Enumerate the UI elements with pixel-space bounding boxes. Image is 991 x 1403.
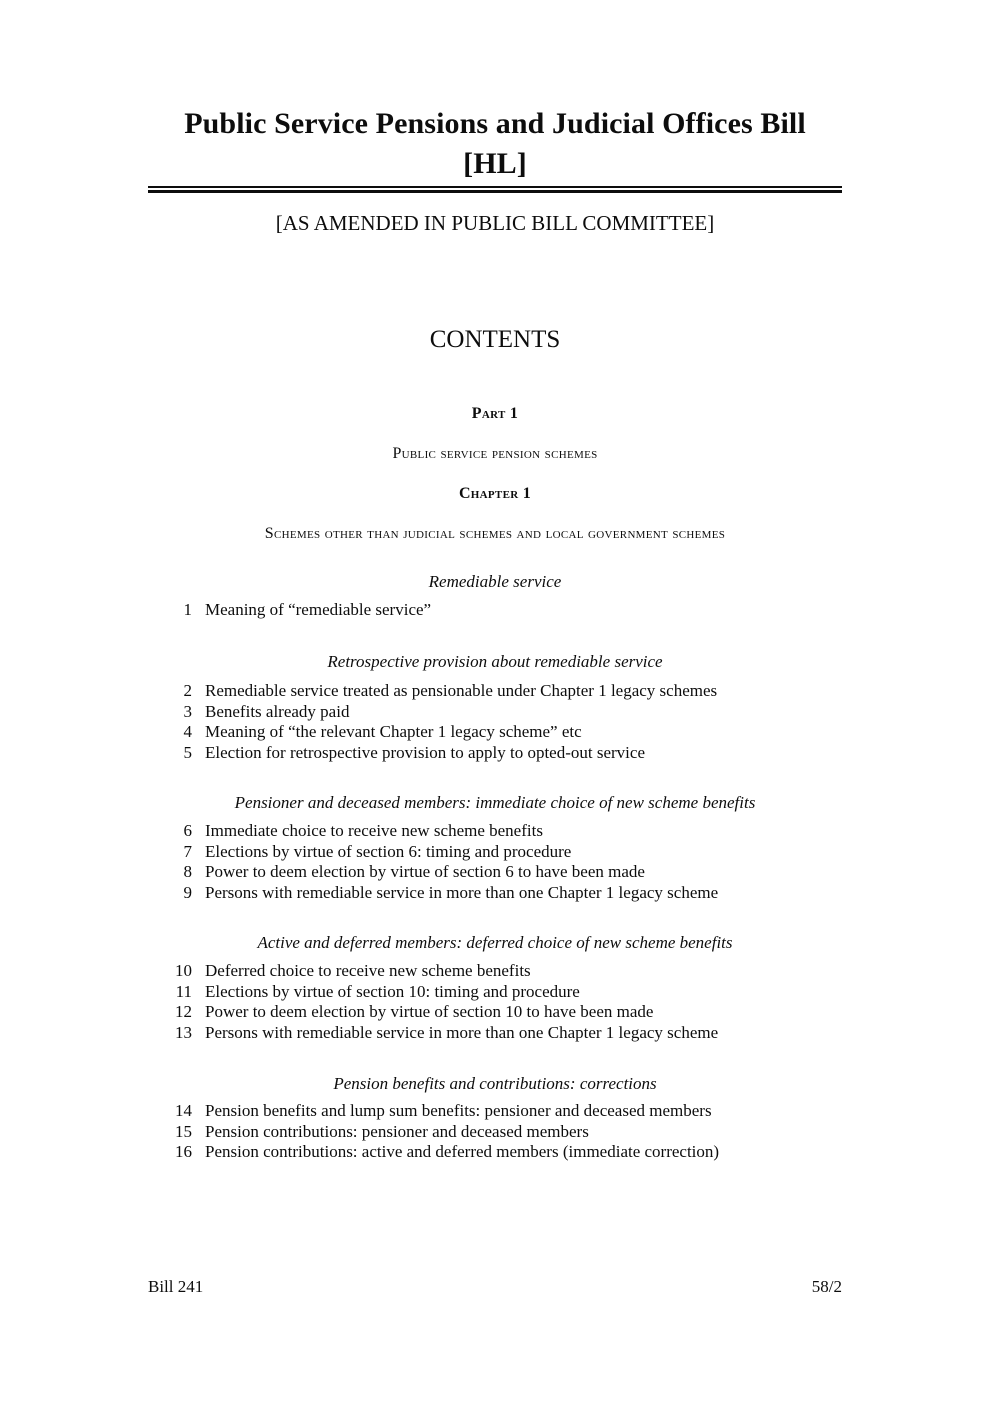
entry-number: 2: [183, 681, 192, 700]
entry-number: 7: [183, 841, 192, 861]
contents-entry-group: [148, 681, 842, 763]
entry-label: Benefits already paid: [205, 701, 350, 721]
entry-number: 15: [175, 1121, 192, 1141]
entry-number: 9: [183, 882, 192, 902]
contents-entry[interactable]: [148, 681, 842, 702]
entry-label: Power to deem election by virtue of section 6 to have been made: [205, 862, 645, 882]
amendment-status: [AS AMENDED IN PUBLIC BILL COMMITTEE]: [275, 211, 715, 235]
section-cross-heading: Pensioner and deceased members: immediate choice of new scheme benefits: [234, 793, 756, 812]
entry-label: Persons with remediable service in more than one Chapter 1 legacy scheme: [205, 1022, 719, 1042]
contents-entry-group: [148, 1101, 842, 1163]
entry-label: Pension benefits and lump sum benefits: pensioner and deceased members: [205, 1101, 712, 1120]
entry-number: 11: [175, 981, 192, 1001]
contents-entry[interactable]: [148, 961, 842, 982]
contents-entry-group: [148, 961, 842, 1043]
section-cross-heading: Retrospective provision about remediable service: [327, 652, 663, 671]
entry-label: Persons with remediable service in more than one Chapter 1 legacy scheme: [205, 882, 719, 902]
page-footer: [148, 1276, 842, 1298]
entry-label: Elections by virtue of section 6: timing and procedure: [205, 841, 572, 861]
entry-label: Meaning of “remediable service”: [205, 600, 432, 619]
entry-label: Power to deem election by virtue of section 10 to have been made: [205, 1002, 654, 1022]
page-title-line-1: Public Service Pensions and Judicial Offices Bill: [184, 107, 806, 140]
section-cross-heading: Remediable service: [428, 572, 562, 591]
page-title: [148, 104, 842, 184]
entry-number: 16: [175, 1142, 192, 1162]
contents-entry[interactable]: [148, 1101, 842, 1122]
entry-label: Immediate choice to receive new scheme benefits: [205, 821, 543, 840]
entry-label: Pension contributions: active and deferred members (immediate correction): [205, 1142, 720, 1162]
section-cross-heading: Pension benefits and contributions: corrections: [333, 1074, 657, 1093]
entry-number: 5: [183, 742, 192, 762]
bill-number: Bill 241: [148, 1277, 204, 1296]
page-title-line-2: [HL]: [463, 147, 527, 180]
entry-number: 13: [175, 1022, 192, 1042]
entry-number: 10: [175, 961, 192, 980]
contents-entry[interactable]: [148, 1142, 842, 1163]
contents-entry[interactable]: [148, 600, 842, 621]
contents-entry[interactable]: [148, 1122, 842, 1143]
entry-number: 3: [183, 701, 192, 721]
entry-label: Election for retrospective provision to apply to opted-out service: [205, 742, 645, 762]
entry-label: Elections by virtue of section 10: timing and procedure: [205, 981, 580, 1001]
section-cross-heading: Active and deferred members: deferred choice of new scheme benefits: [257, 933, 733, 952]
entry-number: 12: [175, 1002, 192, 1022]
title-divider-rule: [148, 186, 842, 193]
contents-entry[interactable]: [148, 842, 842, 863]
contents-entry[interactable]: [148, 982, 842, 1003]
page-reference: 58/2: [811, 1277, 842, 1296]
contents-entry-group: [148, 821, 842, 903]
chapter-subtitle: Schemes other than judicial schemes and local government schemes: [264, 525, 726, 542]
contents-entry-group: [148, 600, 842, 621]
contents-entry[interactable]: [148, 1002, 842, 1023]
contents-heading: CONTENTS: [429, 326, 561, 353]
contents-entry[interactable]: [148, 1023, 842, 1044]
chapter-heading: Chapter 1: [458, 485, 532, 502]
contents-entry[interactable]: [148, 862, 842, 883]
entry-label: Meaning of “the relevant Chapter 1 legacy scheme” etc: [205, 722, 582, 742]
divider-thick-line: [148, 190, 842, 193]
contents-entry[interactable]: [148, 883, 842, 904]
entry-number: 4: [183, 722, 192, 742]
entry-number: 6: [183, 821, 192, 840]
entry-number: 14: [175, 1101, 192, 1120]
contents-entry[interactable]: [148, 743, 842, 764]
part-subtitle: Public service pension schemes: [392, 445, 598, 462]
entry-label: Deferred choice to receive new scheme benefits: [205, 961, 531, 980]
entry-label: Pension contributions: pensioner and deceased members: [205, 1121, 589, 1141]
contents-entry[interactable]: [148, 722, 842, 743]
entry-number: 1: [183, 600, 192, 619]
part-heading: Part 1: [471, 405, 519, 422]
entry-label: Remediable service treated as pensionable under Chapter 1 legacy schemes: [205, 681, 718, 700]
entry-number: 8: [183, 862, 192, 882]
contents-entry[interactable]: [148, 821, 842, 842]
contents-entry[interactable]: [148, 702, 842, 723]
